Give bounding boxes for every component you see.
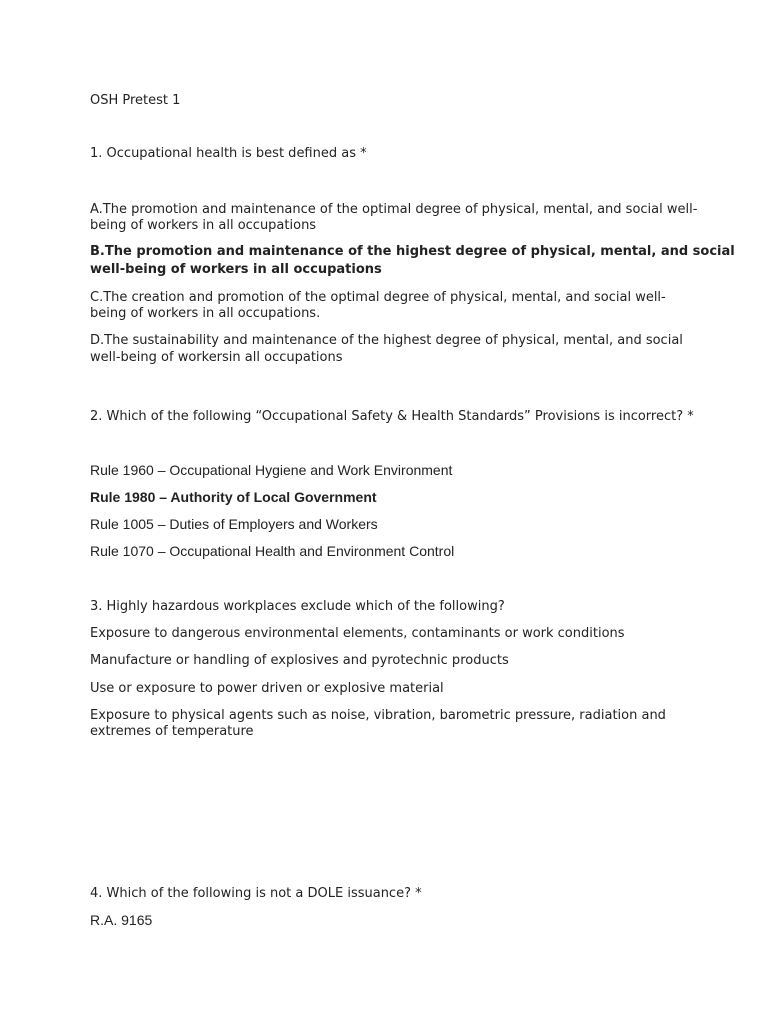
question-2-option-2-highlighted: Rule 1980 – Authority of Local Government xyxy=(90,489,377,505)
question-2-option-1: Rule 1960 – Occupational Hygiene and Work Environment xyxy=(90,462,453,478)
option-line: D.The sustainability and maintenance of the highest degree of physical, mental, and social xyxy=(90,333,683,348)
question-3-prompt: 3. Highly hazardous workplaces exclude which of the following? xyxy=(90,599,505,614)
option-line: C.The creation and promotion of the optimal degree of physical, mental, and social well- xyxy=(90,290,666,305)
question-2-prompt: 2. Which of the following “Occupational Safety & Health Standards” Provisions is incorrect? * xyxy=(90,409,694,424)
option-line: well-being of workersin all occupations xyxy=(90,350,343,365)
question-4-option-1: R.A. 9165 xyxy=(90,912,153,928)
question-2-option-3: Rule 1005 – Duties of Employers and Workers xyxy=(90,516,378,532)
document-title: OSH Pretest 1 xyxy=(90,93,181,108)
option-line: well-being of workers in all occupations xyxy=(90,262,382,277)
question-1-prompt: 1. Occupational health is best defined as * xyxy=(90,146,367,161)
option-line: extremes of temperature xyxy=(90,724,254,739)
option-line: A.The promotion and maintenance of the optimal degree of physical, mental, and social well- xyxy=(90,202,698,217)
option-line: being of workers in all occupations xyxy=(90,218,317,233)
option-line: being of workers in all occupations. xyxy=(90,306,321,321)
question-4-prompt: 4. Which of the following is not a DOLE issuance? * xyxy=(90,886,422,901)
question-3-option-2: Manufacture or handling of explosives and pyrotechnic products xyxy=(90,653,509,668)
option-line: B.The promotion and maintenance of the highest degree of physical, mental, and social xyxy=(90,244,735,259)
question-3-option-3: Use or exposure to power driven or explosive material xyxy=(90,681,444,696)
question-3-option-1: Exposure to dangerous environmental elements, contaminants or work conditions xyxy=(90,626,625,641)
option-line: Exposure to physical agents such as noise, vibration, barometric pressure, radiation and xyxy=(90,708,666,723)
question-2-option-4: Rule 1070 – Occupational Health and Environment Control xyxy=(90,543,455,559)
